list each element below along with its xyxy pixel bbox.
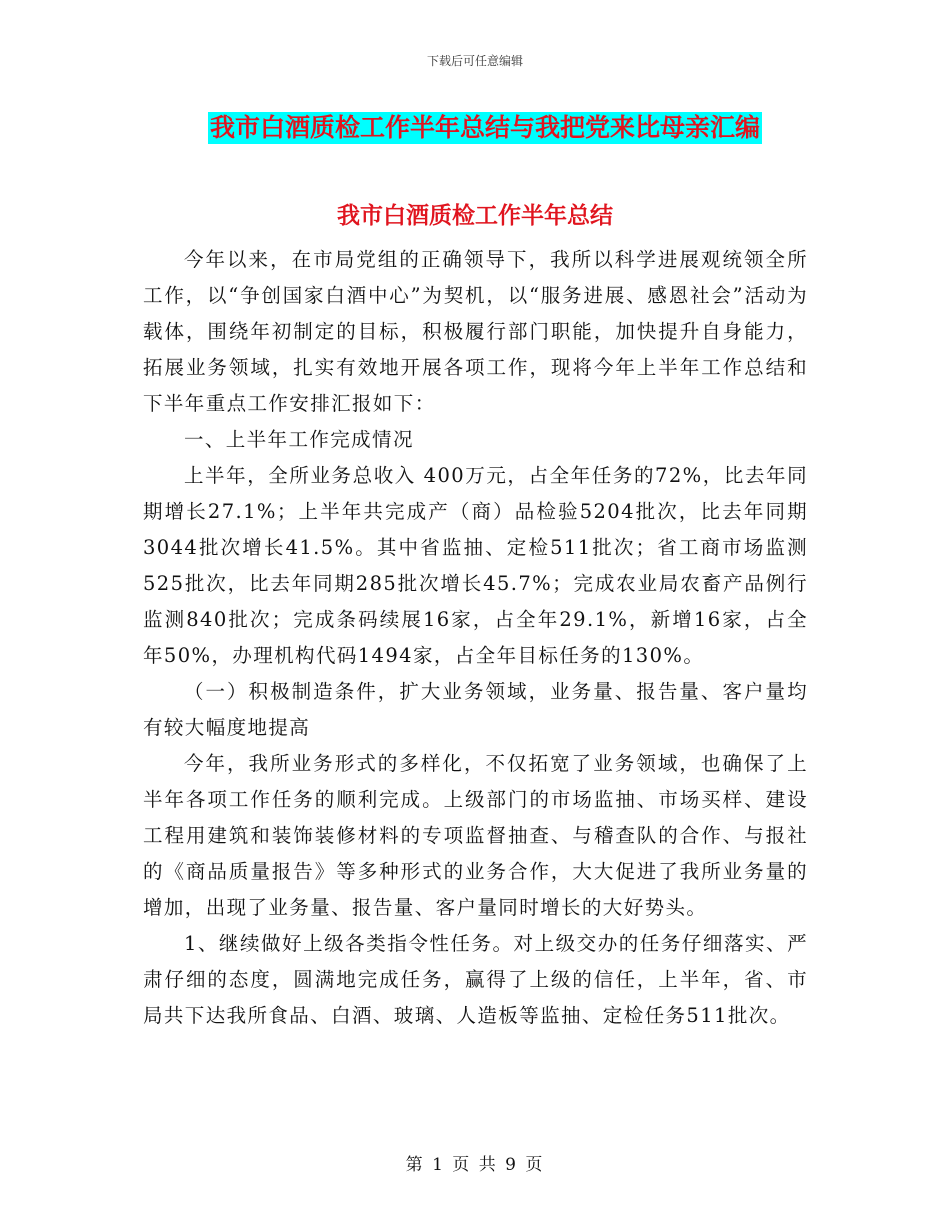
subsection-heading-1: （一）积极制造条件，扩大业务领域，业务量、报告量、客户量均有较大幅度地提高 (143, 680, 808, 739)
task-paragraph: 1、继续做好上级各类指令性任务。对上级交办的任务仔细落实、严肃仔细的态度，圆满地完成任务，赢得了上级的信任，上半年，省、市局共下达我所食品、白酒、玻璃、人造板等监抽、定检任务511批次。 (143, 932, 808, 1027)
document-body (143, 242, 808, 1034)
summary-paragraph: 上半年，全所业务总收入 400万元，占全年任务的72%，比去年同期增长27.1%；上半年共完成产（商）品检验5204批次，比去年同期3044批次增长41.5%。其中省监抽、定检511批次；省工商市场监测525批次，比去年同期285批次增长45.7%；完成农业局农畜产品例行监测840批次；完成条码续展16家，占全年29.1%，新增16家，占全年50%，办理机构代码1494家，占全年目标任务的130%。 (143, 464, 808, 667)
section-heading-1: 一、上半年工作完成情况 (183, 428, 414, 451)
document-title: 我市白酒质检工作半年总结与我把党来比母亲汇编 (210, 113, 761, 142)
section-title: 我市白酒质检工作半年总结 (337, 202, 613, 229)
business-paragraph: 今年，我所业务形式的多样化，不仅拓宽了业务领域，也确保了上半年各项工作任务的顺利完成。上级部门的市场监抽、市场买样、建设工程用建筑和装饰装修材料的专项监督抽查、与稽查队的合作、与报社的《商品质量报告》等多种形式的业务合作，大大促进了我所业务量的增加，出现了业务量、报告量、客户量同时增长的大好势头。 (143, 752, 808, 919)
intro-paragraph: 今年以来，在市局党组的正确领导下，我所以科学进展观统领全所工作，以“争创国家白酒中心”为契机，以“服务进展、感恩社会”活动为载体，围绕年初制定的目标，积极履行部门职能，加快提升自身能力，拓展业务领域，扎实有效地开展各项工作，现将今年上半年工作总结和下半年重点工作安排汇报如下： (143, 248, 808, 415)
page-footer: 第 1 页 共 9 页 (405, 1155, 545, 1175)
page-header-note: 下载后可任意编辑 (426, 54, 523, 68)
